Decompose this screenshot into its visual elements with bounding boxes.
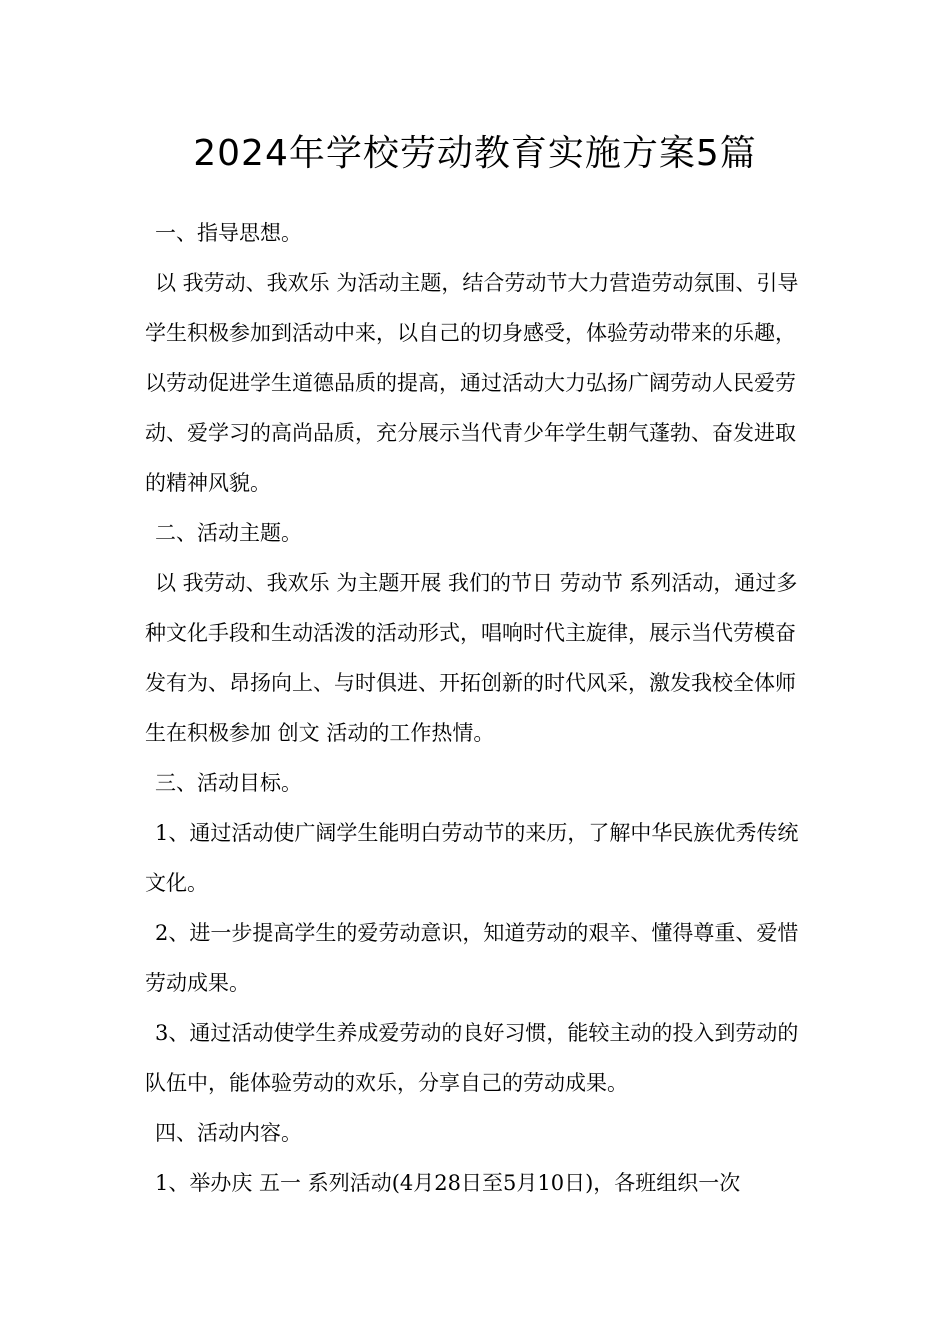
- paragraph-guiding-ideology: 以 我劳动、我欢乐 为活动主题，结合劳动节大力营造劳动氛围、引导学生积极参加到活动中来，以自己的切身感受，体验劳动带来的乐趣，以劳动促进学生道德品质的提高，通过活动大力弘扬广阔劳动人民爱劳动、爱学习的高尚品质，充分展示当代青少年学生朝气蓬勃、奋发进取的精神风貌。: [145, 271, 799, 495]
- document-title: 2024年学校劳动教育实施方案5篇: [193, 133, 757, 174]
- section-heading-activity-content: 四、活动内容。: [155, 1121, 302, 1145]
- paragraph-activity-theme: 以 我劳动、我欢乐 为主题开展 我们的节日 劳动节 系列活动，通过多种文化手段和生动活泼的活动形式，唱响时代主旋律，展示当代劳模奋发有为、昂扬向上、与时俱进、开拓创新的时代风采，激发我校全体师生在积极参加 创文 活动的工作热情。: [145, 571, 798, 745]
- section-heading-guiding-ideology: 一、指导思想。: [155, 221, 302, 245]
- document-body: [145, 208, 815, 1208]
- content-item-1: 1、举办庆 五一 系列活动(4月28日至5月10日)，各班组织一次: [155, 1171, 741, 1195]
- goal-item-3: 3、通过活动使学生养成爱劳动的良好习惯，能较主动的投入到劳动的队伍中，能体验劳动的欢乐，分享自己的劳动成果。: [145, 1021, 799, 1095]
- section-heading-activity-theme: 二、活动主题。: [155, 521, 302, 545]
- goal-item-1: 1、通过活动使广阔学生能明白劳动节的来历，了解中华民族优秀传统文化。: [145, 821, 799, 895]
- goal-item-2: 2、进一步提高学生的爱劳动意识，知道劳动的艰辛、懂得尊重、爱惜劳动成果。: [145, 921, 799, 995]
- section-heading-activity-goals: 三、活动目标。: [155, 771, 302, 795]
